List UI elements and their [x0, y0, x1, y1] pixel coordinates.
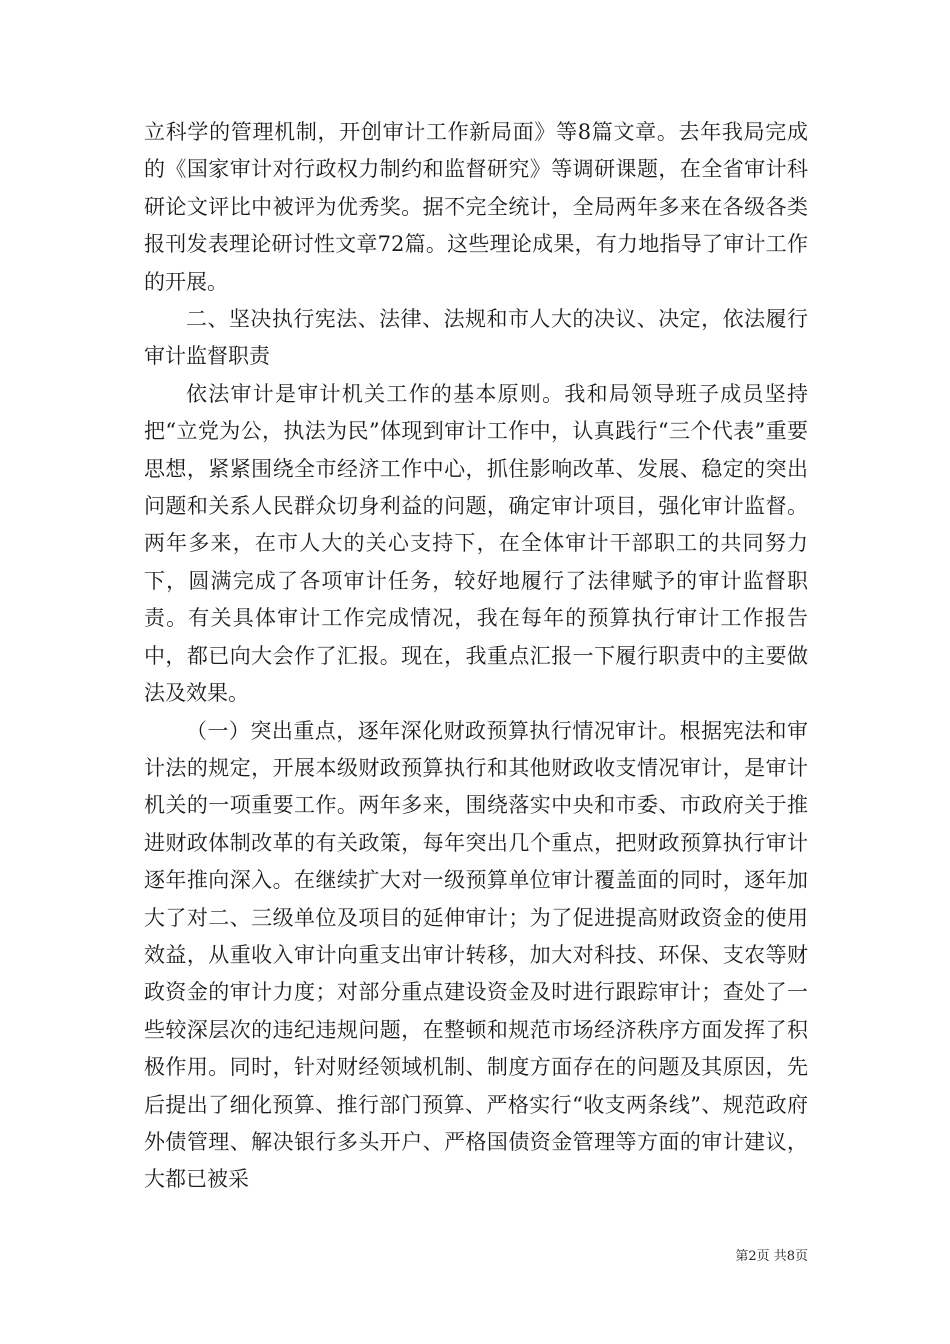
page-number: 第2页 共8页 [735, 1249, 808, 1264]
section-heading: 二、坚决执行宪法、法律、法规和市人大的决议、决定，依法履行审计监督职责 [144, 307, 808, 369]
document-body [144, 114, 808, 1199]
paragraph-continuation: 立科学的管理机制，开创审计工作新局面》等8篇文章。去年我局完成的《国家审计对行政权力制约和监督研究》等调研课题，在全省审计科研论文评比中被评为优秀奖。据不完全统计，全局两年多来在各级各类报刊发表理论研讨性文章72篇。这些理论成果，有力地指导了审计工作的开展。 [144, 120, 808, 294]
paragraph: （一）突出重点，逐年深化财政预算执行情况审计。根据宪法和审计法的规定，开展本级财政预算执行和其他财政收支情况审计，是审计机关的一项重要工作。两年多来，围绕落实中央和市委、市政府关于推进财政体制改革的有关政策，每年突出几个重点，把财政预算执行审计逐年推向深入。在继续扩大对一级预算单位审计覆盖面的同时，逐年加大了对二、三级单位及项目的延伸审计；为了促进提高财政资金的使用效益，从重收入审计向重支出审计转移，加大对科技、环保、支农等财政资金的审计力度；对部分重点建设资金及时进行跟踪审计；查处了一些较深层次的违纪违规问题，在整顿和规范市场经济秩序方面发挥了积极作用。同时，针对财经领域机制、制度方面存在的问题及其原因，先后提出了细化预算、推行部门预算、严格实行“收支两条线”、规范政府外债管理、解决银行多头开户、严格国债资金管理等方面的审计建议，大都已被采 [144, 718, 808, 1192]
paragraph: 依法审计是审计机关工作的基本原则。我和局领导班子成员坚持把“立党为公，执法为民”体现到审计工作中，认真践行“三个代表”重要思想，紧紧围绕全市经济工作中心，抓住影响改革、发展、稳定的突出问题和关系人民群众切身利益的问题，确定审计项目，强化审计监督。两年多来，在市人大的关心支持下，在全体审计干部职工的共同努力下，圆满完成了各项审计任务，较好地履行了法律赋予的审计监督职责。有关具体审计工作完成情况，我在每年的预算执行审计工作报告中，都已向大会作了汇报。现在，我重点汇报一下履行职责中的主要做法及效果。 [144, 381, 808, 706]
